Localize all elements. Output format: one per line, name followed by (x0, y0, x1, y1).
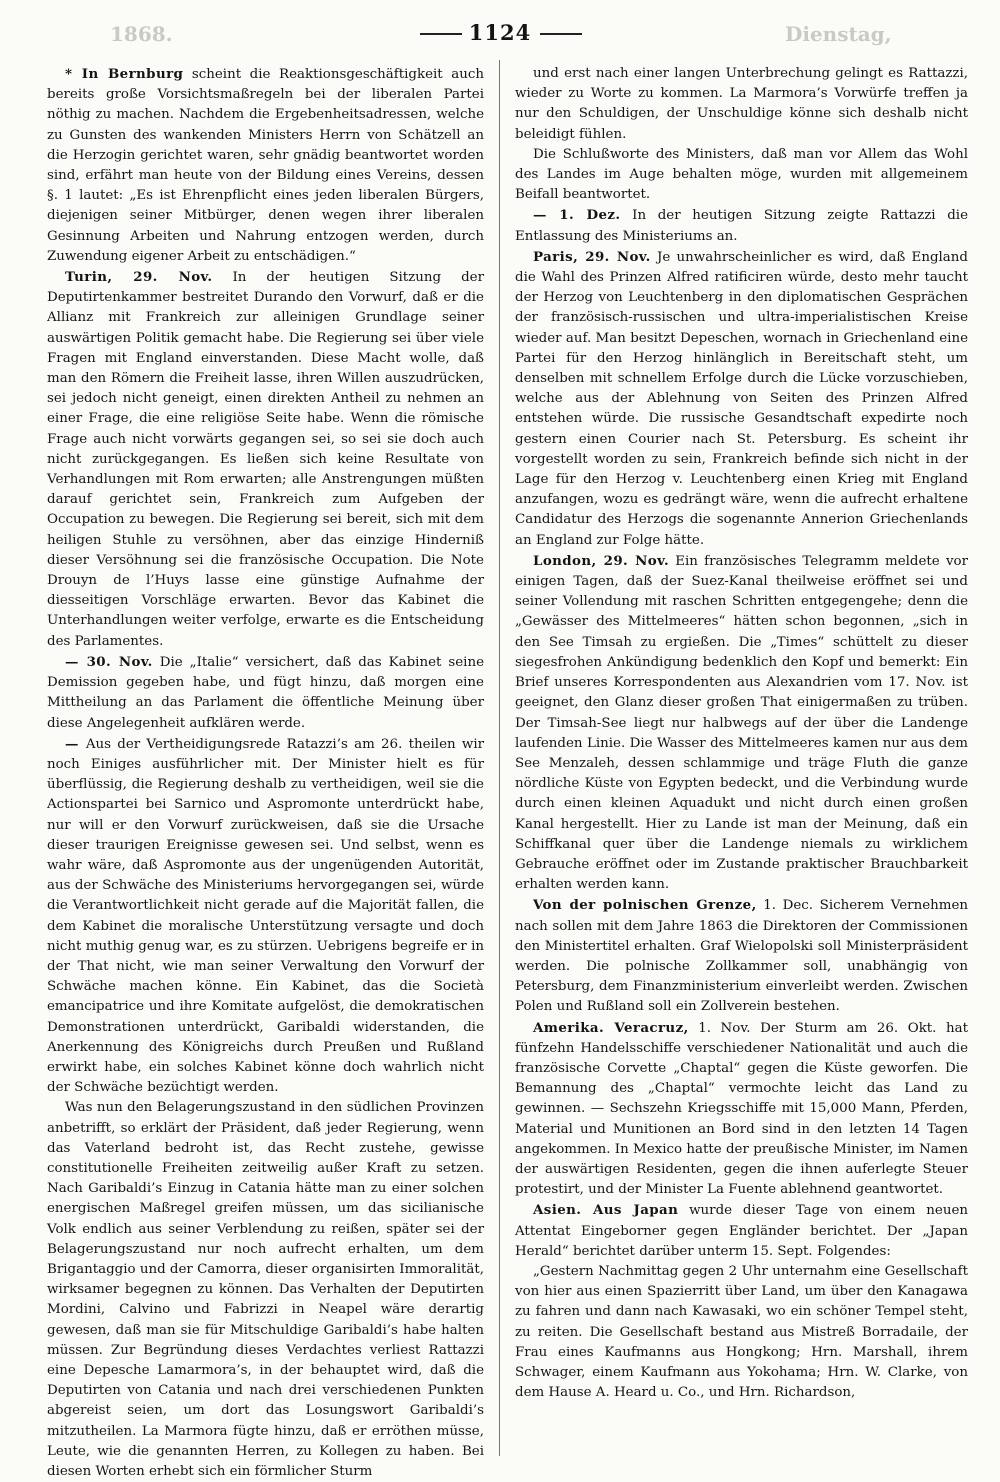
paragraph-text: Je unwahrscheinlicher es wird, daß England die Wahl des Prinzen Alfred ratificiren würde, desto mehr taucht der Herzog von Leuchtenberg in den diplomatischen Gesprächen der französisch-russischen und ultra-imperialistischen Kreise wieder auf. Man besitzt Depeschen, wornach in Griechenland eine Partei für den Herzog hinlänglich in Bereitschaft steht, um denselben mit schnellem Erfolge durch die Lücke vorzuschieben, welche aus der Ablehnung von Seiten des Prinzen Alfred entstehen würde. Die russische Gesandtschaft expedirte noch gestern einen Courier nach St. Petersburg. Es scheint ihr vorgestellt worden zu sein, Frankreich befinde sich nicht in der Lage für den Herzog v. Leuchtenberg einen Krieg mit England anzufangen, wozu es gedrängt wäre, wenn die aufrecht erhaltene Candidatur des Herzogs die sogenannte Annerion Griechenlands an England zur Folge hätte. (515, 249, 968, 548)
dateline: — 30. Nov. (65, 653, 153, 670)
article-paragraph (47, 734, 484, 1099)
paragraph-text: In der heutigen Sitzung zeigte Rattazzi die Entlassung des Ministeriums an. (515, 208, 968, 244)
dateline: Paris, 29. Nov. (533, 248, 651, 265)
article-paragraph (515, 247, 968, 551)
paragraph-text: In der heutigen Sitzung der Deputirtenkammer bestreitet Durando den Vorwurf, daß er die Allianz mit Frankreich zur alleinigen Grundlage seiner auswärtigen Politik gemacht habe. Die Regierung sei über viele Fragen mit England einverstanden. Diese Macht wolle, daß man den Römern die Freiheit lasse, ihren Willen auszudrücken, sei jedoch nicht geneigt, einen direkten Antheil zu nehmen an einer Frage, die eine religiöse Seite habe. Wenn die römische Frage auch nicht vorwärts gegangen sei, so sei sie doch auch nicht zurückgegangen. Es ließen sich keine Resultate von Verhandlungen mit Rom erwarten; alle Anstrengungen müßten darauf gerichtet sein, Frankreich zum Aufgeben der Occupation zu bewegen. Die Regierung sei bereit, sich mit dem heiligen Stuhle zu versöhnen, aber das einzige Hinderniß dieser Versöhnung sei die französische Occupation. Die Note Drouyn de l’Huys lasse eine günstige Aufnahme der diesseitigen Vorschläge erwarten. Bevor das Kabinet die Unterhandlungen weiter verfolge, erwarte es die Entscheidung des Parlamentes. (47, 270, 484, 649)
page-header (0, 0, 1000, 62)
dateline: — (65, 735, 86, 752)
paragraph-text: 1. Nov. Der Sturm am 26. Okt. hat fünfzehn Handelsschiffe verschiedener Nationalität und auch die französische Corvette „Chaptal“ gegen die Küste geworfen. Die Bemannung des „Chaptal“ vermochte leicht das Land zu gewinnen. — Sechszehn Kriegsschiffe mit 15,000 Mann, Pferden, Material und Munitionen an Bord sind in den letzten 14 Tagen angekommen. In Mexico hatte der preußische Minister, im Namen der auswärtigen Residenten, gegen die ihnen auferlegte Steuer protestirt, und der Minister La Fuente ablehnend geantwortet. (515, 1020, 968, 1198)
paragraph-text: scheint die Reaktionsgeschäftigkeit auch bereits große Vorsichtsmaßregeln bei der liberalen Partei nöthig zu machen. Nachdem die Ergebenheitsadressen, welche zu Gunsten des wankenden Ministers Herrn von Schätzell an die Herzogin gerichtet waren, sehr gnädig beantwortet worden sind, erfährt man heute von der Bildung eines Vereins, dessen §. 1 lautet: „Es ist Ehrenpflicht eines jeden liberalen Bürgers, diejenigen seiner Mitbürger, denen wegen ihrer liberalen Gesinnung Arbeiten und Nahrung entzogen werden, durch Zuwendung eigener Arbeit zu entschädigen.“ (47, 67, 484, 264)
article-paragraph (515, 1018, 968, 1201)
paragraph-text: Ein französisches Telegramm meldete vor einigen Tagen, daß der Suez-Kanal theilweise eröffnet sei und seiner Vollendung mit raschen Schritten entgegengehe; denn die „Gewässer des Mittelmeeres“ hätten schon begonnen, „sich in den See Timsah zu ergießen. Die „Times“ schüttelt zu dieser siegesfrohen Ankündigung bedenklich den Kopf und bemerkt: Ein Brief unseres Korrespondenten aus Alexandrien vom 17. Nov. ist geeignet, den Glanz dieser großen That einigermaßen zu trüben. Der Timsah-See liegt nur halbwegs auf der über die Landenge laufenden Linie. Die Wasser des Mittelmeeres kamen nur aus dem See Menzaleh, dessen schlammige und träge Fluth die ganze nördliche Küste von Egypten bedeckt, und die Verbindung wurde durch einen kleinen Aquadukt und nicht durch einen großen Kanal hergestellt. Hier zu Lande ist man der Meinung, daß ein Schiffkanal quer über die Landenge niemals zu wirklichem Gebrauche eröffnet oder im Zustande praktischer Brauchbarkeit erhalten werden kann. (515, 553, 968, 893)
paragraph-text: und erst nach einer langen Unterbrechung gelingt es Rattazzi, wieder zu Worte zu kommen. La Marmora’s Vorwürfe treffen ja nur den Schuldigen, der Unschuldige könne sich deshalb nicht beleidigt fühlen. (515, 66, 968, 142)
column-divider (499, 60, 500, 1456)
paragraph-text: wurde dieser Tage von einem neuen Attentat Eingeborner gegen Engländer berichtet. Der „Japan Herald“ berichtet darüber unterm 15. Sept. Folgendes: (515, 1203, 969, 1259)
paragraph-text: Aus der Vertheidigungsrede Ratazzi’s am 26. theilen wir noch Einiges ausführlicher mit. Der Minister hielt es für überflüssig, die Regierung deshalb zu vertheidigen, weil sie die Actionspartei bei Sarnico und Aspromonte unterdrückt habe, nur will er den Vorwurf zurückweisen, daß sie die Ursache dieser traurigen Ereignisse gewesen sei. Und selbst, wenn es wahr wäre, daß Aspromonte aus der ungenügenden Autorität, aus der Schwäche des Ministeriums hervorgegangen sei, würde die Verantwortlichkeit nicht gerade auf die Majorität fallen, die dem Kabinet die moralische Unterstützung versagte und doch nicht muthig genug war, es zu stürzen. Uebrigens begreife er in der That nicht, wie man seiner Verwaltung den Vorwurf der Schwäche machen könne. Ein Kabinet, das die Società emancipatrice und ihre Komitate aufgelöst, die demokratischen Demonstrationen unterdrückt, Garibaldi widerstanden, die Anerkennung des Königreichs durch Preußen und Rußland erwirkt habe, ein solches Kabinet könne doch wahrlich nicht der Schwäche bezüchtigt werden. (47, 736, 485, 1096)
right-column (515, 64, 968, 1456)
bleed-through-text: Dienstag, (785, 22, 892, 46)
article-paragraph (515, 145, 968, 206)
article-paragraph (47, 64, 484, 267)
dateline: * In Bernburg (65, 66, 184, 82)
article-paragraph (515, 551, 968, 895)
dateline: Amerika. Veracruz, (533, 1019, 689, 1036)
article-paragraph (515, 1262, 968, 1403)
bleed-through-text: 1868. (110, 22, 173, 46)
dateline: Von der polnischen Grenze, (533, 897, 757, 914)
paragraph-text: 1. Dec. Sicherem Vernehmen nach sollen mit dem Jahre 1863 die Direktoren der Commissionen den Ministertitel erhalten. Graf Wielopolski soll Ministerpräsident werden. Die polnische Zollkammer soll, unabhängig von Petersburg, dem Finanzministerium einverleibt werden. Zwischen Polen und Rußland soll ein Zollverein bestehen. (515, 898, 968, 1015)
article-paragraph (47, 652, 484, 734)
article-paragraph (515, 205, 968, 246)
header-rule-right (540, 33, 582, 35)
page-number: 1124 (468, 20, 532, 45)
dateline: Asien. Aus Japan (533, 1202, 679, 1219)
article-paragraph (47, 1098, 484, 1482)
article-paragraph (515, 64, 968, 145)
article-paragraph (515, 895, 968, 1017)
article-paragraph (515, 1200, 968, 1262)
paragraph-text: Die Schlußworte des Ministers, daß man vor Allem das Wohl des Landes im Auge behalten möge, wurden mit allgemeinem Beifall beantwortet. (515, 146, 968, 203)
article-paragraph (47, 267, 484, 652)
paragraph-text: Was nun den Belagerungszustand in den südlichen Provinzen anbetrifft, so erklärt der Präsident, daß jeder Regierung, wenn das Vaterland bedroht ist, das Recht zustehe, gewisse constitutionelle Freiheiten zeitweilig außer Kraft zu setzen. Nach Garibaldi’s Einzug in Catania hätte man zu einer solchen energischen Maßregel greifen müssen, um das sicilianische Volk endlich aus seiner Verblendung zu reißen, später sei der Belagerungszustand nur noch aufrecht erhalten, um dem Brigantaggio und der Camorra, dieser organisirten Immoralität, wirksamer begegnen zu können. Das Verhalten der Deputirten Mordini, Calvino und Fabrizzi in Neapel wäre derartig gewesen, daß man sie für Mitschuldige Garibaldi’s habe halten müssen. Zur Begründung dieses Verdachtes verliest Rattazzi eine Depesche Lamarmora’s, in der behauptet wird, daß die Deputirten von Catania und nach drei verschiedenen Punkten abgereist seien, um dort das Losungswort Garibaldi’s mitzutheilen. La Marmora fügte hinzu, daß er erröthen müsse, Leute, wie die genannten Herren, zu Kollegen zu haben. Bei diesen Worten erhebt sich ein förmlicher Sturm (47, 1100, 484, 1480)
dateline: — 1. Dez. (533, 207, 621, 224)
paragraph-text: „Gestern Nachmittag gegen 2 Uhr unternahm eine Gesellschaft von hier aus einen Spazierritt über Land, um über den Kanagawa zu fahren und dann nach Kawasaki, wo ein schöner Tempel steht, zu reiten. Die Gesellschaft bestand aus Mistreß Borradaile, der Frau eines Kaufmanns aus Hongkong; Hrn. Marshall, ihrem Schwager, einem Kaufmann aus Yokohama; Hrn. W. Clarke, von dem Hause A. Heard u. Co., und Hrn. Richardson, (515, 1263, 968, 1401)
dateline: London, 29. Nov. (533, 552, 670, 569)
paragraph-text: Die „Italie“ versichert, daß das Kabinet seine Demission gegeben habe, und fügt hinzu, daß morgen eine Mittheilung an das Parlament die öffentliche Meinung über diese Angelegenheit aufklären werde. (47, 654, 485, 731)
dateline: Turin, 29. Nov. (65, 269, 213, 286)
left-column (47, 64, 485, 1480)
